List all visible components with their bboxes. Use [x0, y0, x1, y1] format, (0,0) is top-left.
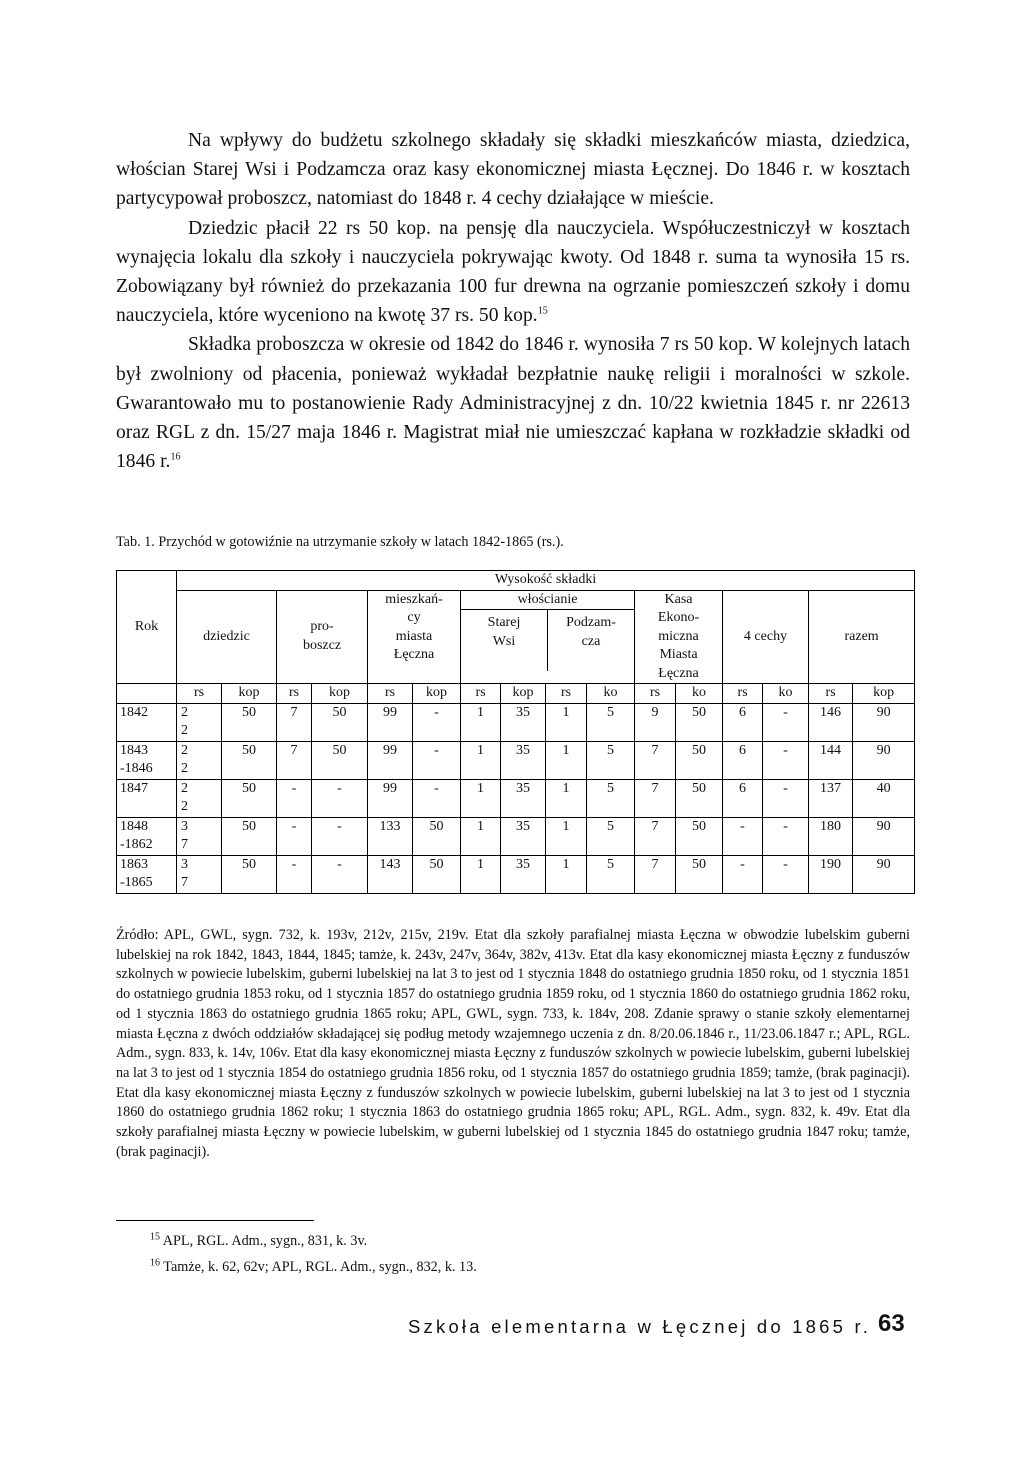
- running-title: Szkoła elementarna w Łęcznej do 1865 r.: [408, 1316, 872, 1337]
- header-starej-wsi: Starej Wsi: [461, 610, 548, 671]
- unit-cell: rs: [461, 684, 501, 704]
- table-cell: 50: [222, 741, 277, 779]
- table-cell: 50: [222, 817, 277, 855]
- table-cell: 5: [587, 855, 635, 893]
- header-mieszkancy: mieszkań- cy miasta Łęczna: [368, 590, 461, 684]
- header-razem: razem: [809, 590, 915, 684]
- table-caption: Tab. 1. Przychód w gotowiźnie na utrzymanie szkoły w latach 1842-1865 (rs.).: [116, 534, 564, 550]
- table-cell: 99: [368, 779, 413, 817]
- header-podzamcza: Podzam- cza: [566, 615, 616, 649]
- table-cell: -: [312, 855, 368, 893]
- table-cell: -: [723, 855, 763, 893]
- paragraph-1: Na wpływy do budżetu szkolnego składały się składki mieszkańców miasta, dziedzica, włościan Starej Wsi i Podzamcza oraz kasy ekonomicznej miasta Łęcznej. Do 1846 r. w kosztach partycypował proboszcz, natomiast do 1848 r. 4 cechy działające w mieście.: [116, 130, 910, 210]
- header-wloscianie: włościanie: [461, 591, 634, 611]
- header-proboszcz: pro- boszcz: [277, 590, 368, 684]
- table-cell: 90: [853, 855, 915, 893]
- table-cell: 50: [312, 703, 368, 741]
- table-cell: 7: [635, 779, 676, 817]
- header-rok: Rok: [117, 571, 177, 684]
- unit-cell: rs: [635, 684, 676, 704]
- table-row: [117, 741, 915, 779]
- footnote-ref-16: 16: [170, 451, 181, 463]
- unit-cell: rs: [368, 684, 413, 704]
- table-cell: 99: [368, 703, 413, 741]
- table-cell: 1: [546, 741, 587, 779]
- header-4-cechy: 4 cechy: [723, 590, 809, 684]
- table-cell: 50: [312, 741, 368, 779]
- table-cell: 1: [461, 741, 501, 779]
- table-cell: 5: [587, 741, 635, 779]
- table-cell: 35: [501, 779, 546, 817]
- table-cell: 50: [222, 703, 277, 741]
- paragraph-3-text: Składka proboszcza w okresie od 1842 do 1846 r. wynosiła 7 rs 50 kop. W kolejnych latach był zwolniony od płacenia, ponieważ wykładał bezpłatnie naukę religii i moralności w szkole. Gwarantowało mu to postanowienie Rady Administracyjnej z dn. 10/22 kwietnia 1845 r. nr 22613 oraz RGL z dn. 15/27 maja 1846 r. Magistrat miał nie umieszczać kapłana w rozkładzie składki od 1846 r.: [116, 334, 910, 473]
- table-cell: 1: [546, 703, 587, 741]
- table-row: [117, 779, 915, 817]
- table-cell: -: [277, 779, 312, 817]
- unit-cell: rs: [723, 684, 763, 704]
- row-year: 1847: [117, 779, 177, 817]
- paragraph-2: [116, 214, 910, 331]
- table-cell: -: [277, 855, 312, 893]
- table-cell: 50: [676, 741, 723, 779]
- table-cell: 90: [853, 703, 915, 741]
- table-cell: 1: [461, 779, 501, 817]
- table-cell: 5: [587, 703, 635, 741]
- header-kasa: Kasa Ekono- miczna Miasta Łęczna: [635, 590, 723, 684]
- table-cell: 143: [368, 855, 413, 893]
- header-row-2: [117, 590, 915, 684]
- table-cell: 1: [546, 817, 587, 855]
- footnote-text: APL, RGL. Adm., sygn., 831, k. 3v.: [162, 1233, 368, 1249]
- table-cell: 50: [676, 855, 723, 893]
- table-cell: 7: [635, 817, 676, 855]
- table-cell: 6: [723, 741, 763, 779]
- row-year: 1843 -1846: [117, 741, 177, 779]
- table-cell: 50: [413, 817, 461, 855]
- table-cell: 6: [723, 779, 763, 817]
- table-cell: 50: [676, 703, 723, 741]
- table-cell: -: [413, 741, 461, 779]
- table-cell: -: [763, 817, 809, 855]
- table-cell: 99: [368, 741, 413, 779]
- table-row: [117, 703, 915, 741]
- unit-cell: rs: [177, 684, 222, 704]
- table-cell: -: [277, 817, 312, 855]
- table-cell: 90: [853, 817, 915, 855]
- footnote-number: 15: [150, 1231, 160, 1243]
- table-cell: 3 7: [177, 817, 222, 855]
- footnote-15: [150, 1228, 890, 1254]
- unit-cell: rs: [546, 684, 587, 704]
- table-cell: 50: [676, 779, 723, 817]
- unit-cell: kop: [312, 684, 368, 704]
- table-cell: -: [723, 817, 763, 855]
- table-cell: 50: [222, 779, 277, 817]
- table-cell: 6: [723, 703, 763, 741]
- table-cell: 35: [501, 741, 546, 779]
- paragraph-2-text: Dziedzic płacił 22 rs 50 kop. na pensję dla nauczyciela. Współuczestniczył w kosztach wynajęcia lokalu dla szkoły i nauczyciela pokrywając kwoty. Od 1848 r. suma ta wynosiła 15 rs. Zobowiązany był również do przekazania 100 fur drewna na ogrzanie pomieszczeń szkoły i domu nauczyciela, które wyceniono na kwotę 37 rs. 50 kop.: [116, 217, 910, 327]
- table-cell: -: [763, 855, 809, 893]
- table-cell: 7: [277, 703, 312, 741]
- table-cell: 50: [222, 855, 277, 893]
- table-cell: 146: [809, 703, 853, 741]
- table-cell: -: [763, 741, 809, 779]
- header-wloscianie-group: [461, 590, 635, 684]
- data-rows: [117, 703, 915, 893]
- table-cell: -: [413, 703, 461, 741]
- table-cell: -: [763, 779, 809, 817]
- footnote-text: Tamże, k. 62, 62v; APL, RGL. Adm., sygn., 832, k. 13.: [163, 1259, 477, 1275]
- table-cell: 1: [546, 855, 587, 893]
- row-year: 1848 -1862: [117, 817, 177, 855]
- table-cell: -: [312, 817, 368, 855]
- unit-cell: rs: [277, 684, 312, 704]
- table-cell: 2 2: [177, 779, 222, 817]
- income-table: [116, 570, 915, 894]
- unit-cell: ko: [676, 684, 723, 704]
- table-cell: 1: [461, 855, 501, 893]
- table-cell: 40: [853, 779, 915, 817]
- table-cell: 3 7: [177, 855, 222, 893]
- table-cell: 144: [809, 741, 853, 779]
- table-cell: 190: [809, 855, 853, 893]
- unit-cell: kop: [413, 684, 461, 704]
- table-cell: 180: [809, 817, 853, 855]
- table-cell: 7: [635, 741, 676, 779]
- table-cell: 35: [501, 855, 546, 893]
- table-cell: 35: [501, 817, 546, 855]
- table-cell: -: [763, 703, 809, 741]
- header-wysokosc-skladki: Wysokość składki: [177, 571, 915, 591]
- unit-cell: kop: [853, 684, 915, 704]
- table-cell: 35: [501, 703, 546, 741]
- table-row: [117, 855, 915, 893]
- footnote-ref-15: 15: [537, 305, 548, 317]
- table-cell: 7: [277, 741, 312, 779]
- units-empty: [117, 684, 177, 704]
- table-cell: 90: [853, 741, 915, 779]
- table-cell: 7: [635, 855, 676, 893]
- unit-cell: ko: [587, 684, 635, 704]
- table-cell: 50: [413, 855, 461, 893]
- table-cell: 2 2: [177, 703, 222, 741]
- body-text: [116, 126, 910, 476]
- table-cell: 1: [461, 703, 501, 741]
- footnote-number: 16: [150, 1257, 160, 1269]
- units-row: [117, 684, 915, 704]
- source-note: Źródło: APL, GWL, sygn. 732, k. 193v, 212v, 215v, 219v. Etat dla szkoły parafialnej miasta Łęczna w obwodzie lubelskim guberni lubelskiej na rok 1842, 1843, 1844, 1845; tamże, k. 243v, 247v, 364v, 382v, 413v. Etat dla kasy ekonomicznej miasta Łęczny z funduszów szkolnych w powiecie lubelskim, guberni lubelskiej na lat 3 to jest od 1 stycznia 1848 do ostatniego grudnia 1850 roku, od 1 stycznia 1851 do ostatniego grudnia 1853 roku, od 1 stycznia 1857 do ostatniego grudnia 1859 roku, od 1 stycznia 1860 do ostatniego grudnia 1862 roku, od 1 stycznia 1863 do ostatniego grudnia 1865 roku; APL, GWL, sygn. 733, k. 184v, 208. Zdanie sprawy o stanie szkoły elementarnej miasta Łęczna z dwóch oddziałów składającej się podług metody wzajemnego uczenia z dn. 8/20.06.1846 r., 11/23.06.1847 r.; APL, RGL. Adm., sygn. 833, k. 14v, 106v. Etat dla kasy ekonomicznej miasta Łęczny z funduszów szkolnych w powiecie lubelskim, guberni lubelskiej na lat 3 to jest od 1 stycznia 1854 do ostatniego grudnia 1856 roku, od 1 stycznia 1857 do ostatniego grudnia 1859; tamże, (brak paginacji). Etat dla kasy ekonomicznej miasta Łęczny z funduszów szkolnych w powiecie lubelskim, guberni lubelskiej na lat 3 to jest od 1 stycznia 1860 do ostatniego grudnia 1862 roku; 1 stycznia 1863 do ostatniego grudnia 1865 roku; APL, RGL. Adm., sygn. 832, k. 49v. Etat dla szkoły parafialnej miasta Łęczny w powiecie lubelskim, w guberni lubelskiej od 1 stycznia 1845 do ostatniego grudnia 1847 roku; tamże, (brak paginacji).: [116, 927, 910, 1160]
- unit-cell: kop: [222, 684, 277, 704]
- row-year: 1863 -1865: [117, 855, 177, 893]
- unit-cell: rs: [809, 684, 853, 704]
- paragraph-3: [116, 330, 910, 476]
- page-number: 63: [878, 1310, 905, 1337]
- table-cell: 9: [635, 703, 676, 741]
- table-cell: 133: [368, 817, 413, 855]
- table-cell: 50: [676, 817, 723, 855]
- table-cell: -: [312, 779, 368, 817]
- header-dziedzic: dziedzic: [177, 590, 277, 684]
- unit-cell: kop: [501, 684, 546, 704]
- table-cell: 137: [809, 779, 853, 817]
- table-cell: 5: [587, 779, 635, 817]
- table-row: [117, 817, 915, 855]
- footnotes: [150, 1228, 890, 1280]
- table-cell: 5: [587, 817, 635, 855]
- unit-cell: ko: [763, 684, 809, 704]
- header-row-1: [117, 571, 915, 591]
- table-cell: 1: [546, 779, 587, 817]
- footnote-16: [150, 1254, 890, 1280]
- table-cell: 1: [461, 817, 501, 855]
- row-year: 1842: [117, 703, 177, 741]
- table-cell: -: [413, 779, 461, 817]
- footnote-divider: [116, 1220, 314, 1221]
- table-cell: 2 2: [177, 741, 222, 779]
